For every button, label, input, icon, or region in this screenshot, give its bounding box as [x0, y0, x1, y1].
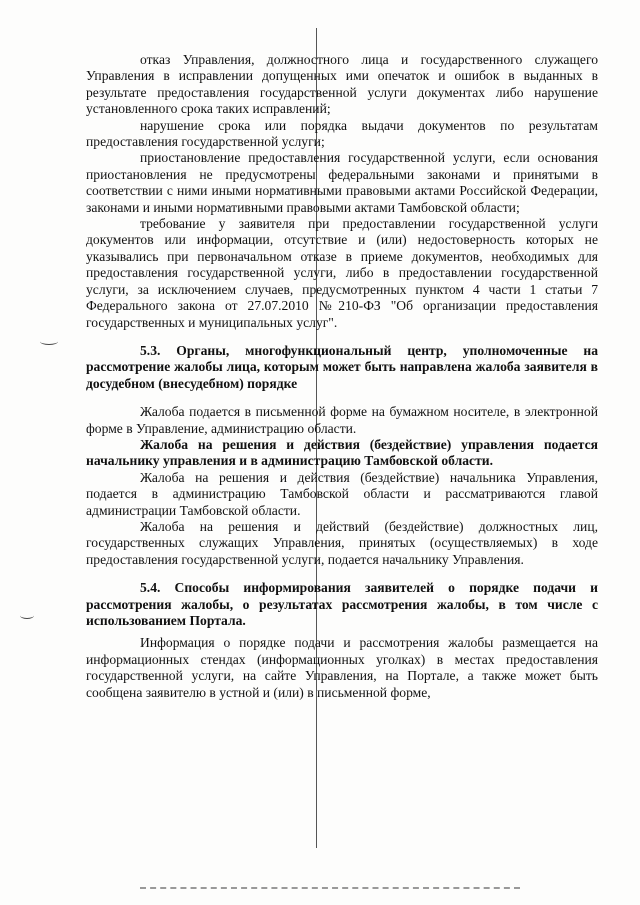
paragraph: требование у заявителя при предоставлении государственной услуги документов или информации, отсутствие и (или) недостоверность которых не указывались при первоначальном отказе в приеме документов, необходимых для предоставления государственной услуги, либо в предоставлении государственной услуги, за исключением случаев, предусмотренных пунктом 4 части 1 статьи 7 Федерального закона от 27.07.2010 №210-ФЗ "Об организации предоставления государственных и муниципальных услуг". — [86, 216, 598, 330]
paragraph-bold: Жалоба на решения и действия (бездействие) управления подается начальнику управления и в администрацию Тамбовской области. — [86, 436, 598, 469]
paragraph: Жалоба на решения и действия (бездействие) начальника Управления, подается в администрацию Тамбовской области и рассматриваются главой администрации Тамбовской области. — [86, 469, 598, 518]
paragraph: отказ Управления, должностного лица и государственного служащего Управления в исправлении допущенных ими опечаток и ошибок в выданных в результате предоставления государственной услуги документах либо нарушение установленного срока таких исправлений; — [86, 52, 598, 117]
paragraph: нарушение срока или порядка выдачи документов по результатам предоставления государственной услуги; — [86, 117, 598, 150]
section-heading-5-3: 5.3. Органы, многофункциональный центр, уполномоченные на рассмотрение жалобы лица, которым может быть направлена жалоба заявителя в досудебном (внесудебном) порядке — [86, 342, 598, 391]
margin-mark — [20, 612, 34, 619]
margin-mark — [40, 338, 58, 345]
paragraph: приостановление предоставления государственной услуги, если основания приостановления не предусмотрены федеральными законами и принятыми в соответствии с ними иными нормативными правовыми актами Российской Федерации, законами и иными нормативными правовыми актами Тамбовской области; — [86, 150, 598, 215]
paragraph: Информация о порядке подачи и рассмотрения жалобы размещается на информационных стендах (информационных уголках) в местах предоставления государственной услуги, на сайте Управления, на Портале, а также может быть сообщена заявителю в устной и (или) в письменной форме, — [86, 635, 598, 700]
bottom-scan-artifact — [140, 887, 520, 892]
document-body — [86, 52, 598, 701]
paragraph: Жалоба на решения и действий (бездействие) должностных лиц, государственных служащих Управления, принятых (осуществляемых) в ходе предоставления государственной услуги, подается начальнику Управления. — [86, 518, 598, 567]
section-heading-5-4: 5.4. Способы информирования заявителей о порядке подачи и рассмотрения жалобы, о результатах рассмотрения жалобы, в том числе с использованием Портала. — [86, 580, 598, 628]
paragraph: Жалоба подается в письменной форме на бумажном носителе, в электронной форме в Управление, администрацию области. — [86, 404, 598, 436]
